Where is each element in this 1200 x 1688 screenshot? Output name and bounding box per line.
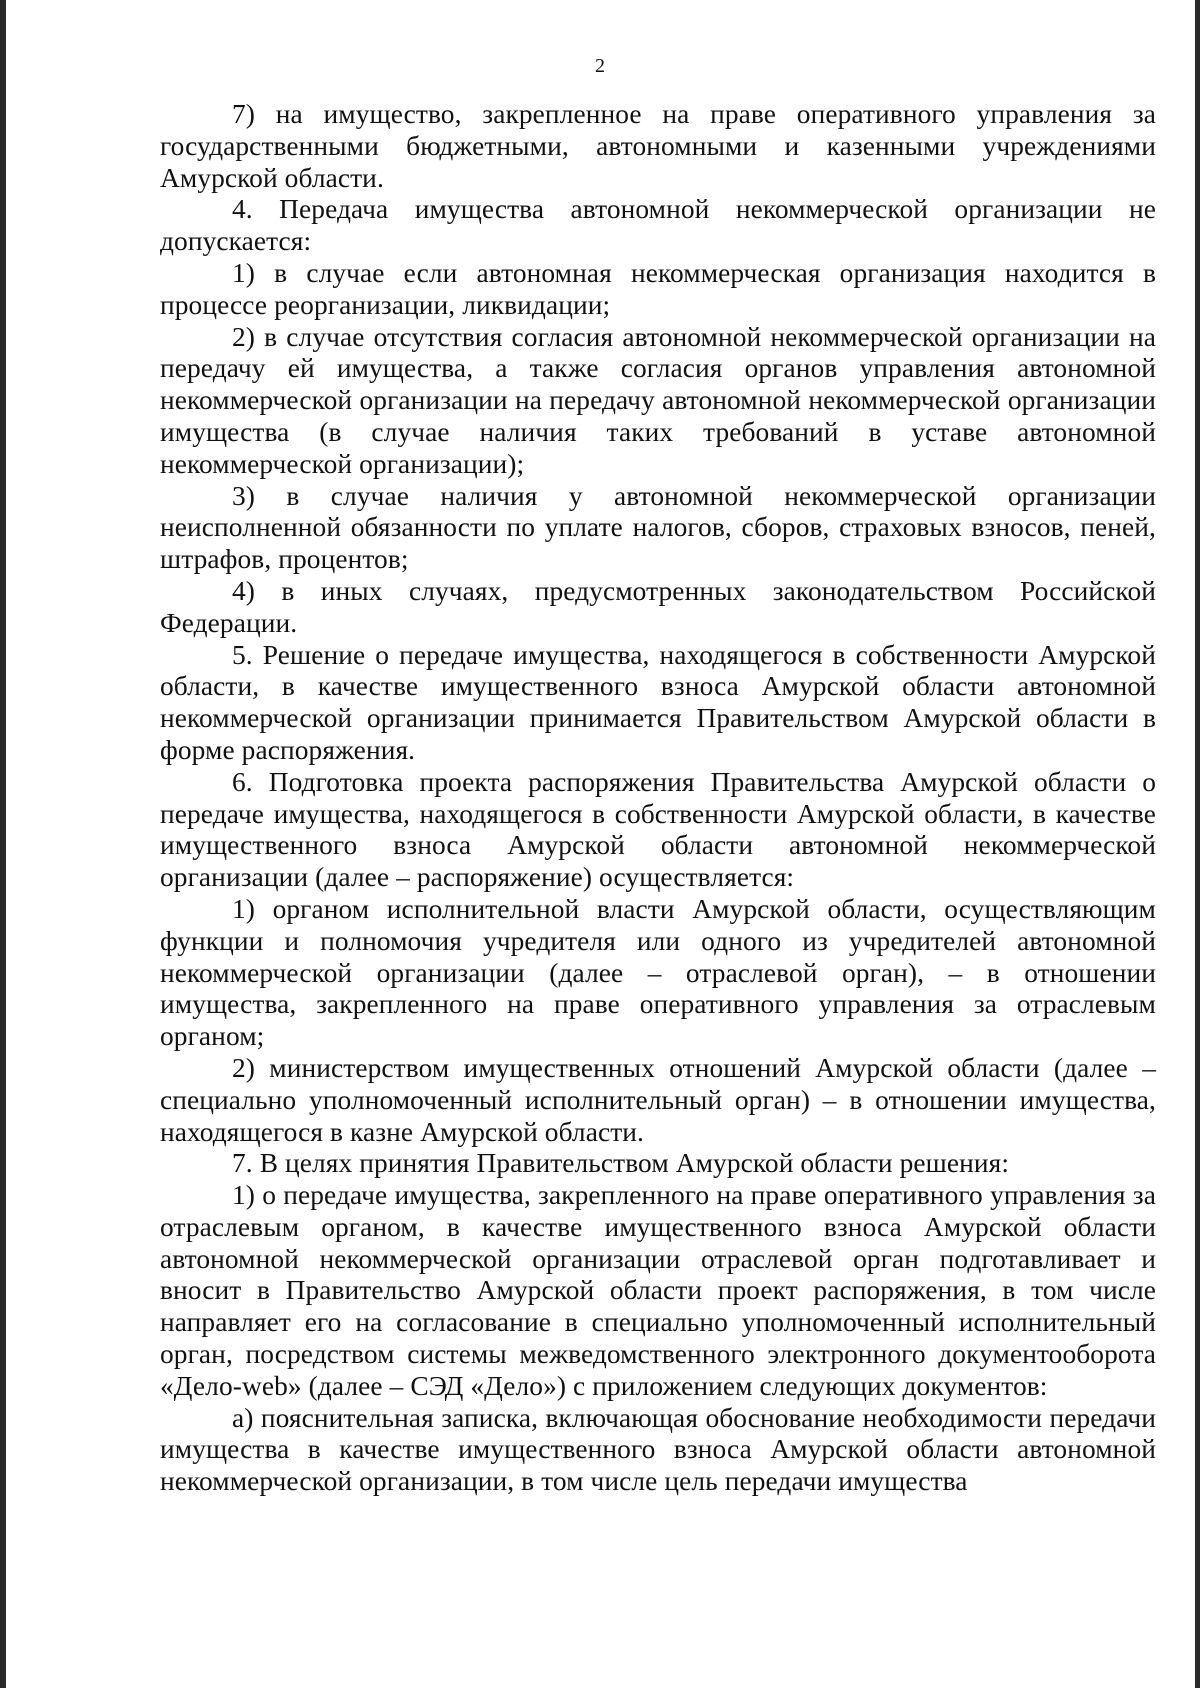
paragraph-4-item-4: 4) в иных случаях, предусмотренных законодательством Российской Федерации.	[160, 575, 1156, 638]
paragraph-section-5: 5. Решение о передаче имущества, находящегося в собственности Амурской области, в качестве имущественного взноса Амурской области автономной некоммерческой организации принимается Правительством Амурской области в форме распоряжения.	[160, 639, 1156, 765]
paragraph-6-item-1: 1) органом исполнительной власти Амурской области, осуществляющим функции и полномочия учредителя или одного из учредителей автономной некоммерческой организации (далее – отраслевой орган), – в отношении имущества, закрепленного на праве оперативного управления за отраслевым органом;	[160, 893, 1156, 1052]
scan-edge-left	[0, 0, 6, 1688]
document-body	[160, 99, 1156, 1498]
paragraph-section-4-heading: 4. Передача имущества автономной некоммерческой организации не допускается:	[160, 194, 1156, 257]
paragraph-6-item-2: 2) министерством имущественных отношений Амурской области (далее – специально уполномоченный исполнительный орган) – в отношении имущества, находящегося в казне Амурской области.	[160, 1052, 1156, 1147]
paragraph-section-6-heading: 6. Подготовка проекта распоряжения Правительства Амурской области о передаче имущества, находящегося в собственности Амурской области, в качестве имущественного взноса Амурской области автономной некоммерческой организации (далее – распоряжение) осуществляется:	[160, 766, 1156, 893]
paragraph-4-item-2: 2) в случае отсутствия согласия автономной некоммерческой организации на передачу ей имущества, а также согласия органов управления автономной некоммерческой организации на передачу автономной некоммерческой организации имущества (в случае наличия таких требований в уставе автономной некоммерческой организации);	[160, 321, 1156, 479]
paragraph-7-item-1: 1) о передаче имущества, закрепленного на праве оперативного управления за отраслевым органом, в качестве имущественного взноса Амурской области автономной некоммерческой организации отраслевой орган подготавливает и вносит в Правительство Амурской области проект распоряжения, в том числе направляет его на согласование в специально уполномоченный исполнительный орган, посредством системы межведомственного электронного документооборота «Дело-web» (далее – СЭД «Дело») с приложением следующих документов:	[160, 1180, 1156, 1401]
page-number: 2	[595, 55, 605, 77]
paragraph-4-item-1: 1) в случае если автономная некоммерческая организация находится в процессе реорганизации, ликвидации;	[160, 257, 1156, 320]
scan-edge-right	[1195, 0, 1200, 1688]
paragraph-item-7-operational-management: 7) на имущество, закрепленное на праве оперативного управления за государственными бюджетными, автономными и казенными учреждениями Амурской области.	[160, 99, 1156, 193]
paragraph-4-item-3: 3) в случае наличия у автономной некоммерческой организации неисполненной обязанности по уплате налогов, сборов, страховых взносов, пеней, штрафов, процентов;	[160, 480, 1156, 575]
paragraph-section-7-heading: 7. В целях принятия Правительством Амурской области решения:	[232, 1148, 1010, 1179]
paragraph-7-item-1-sub-a: а) пояснительная записка, включающая обоснование необходимости передачи имущества в качестве имущественного взноса Амурской области автономной некоммерческой организации, в том числе цель передачи имущества	[160, 1402, 1156, 1497]
